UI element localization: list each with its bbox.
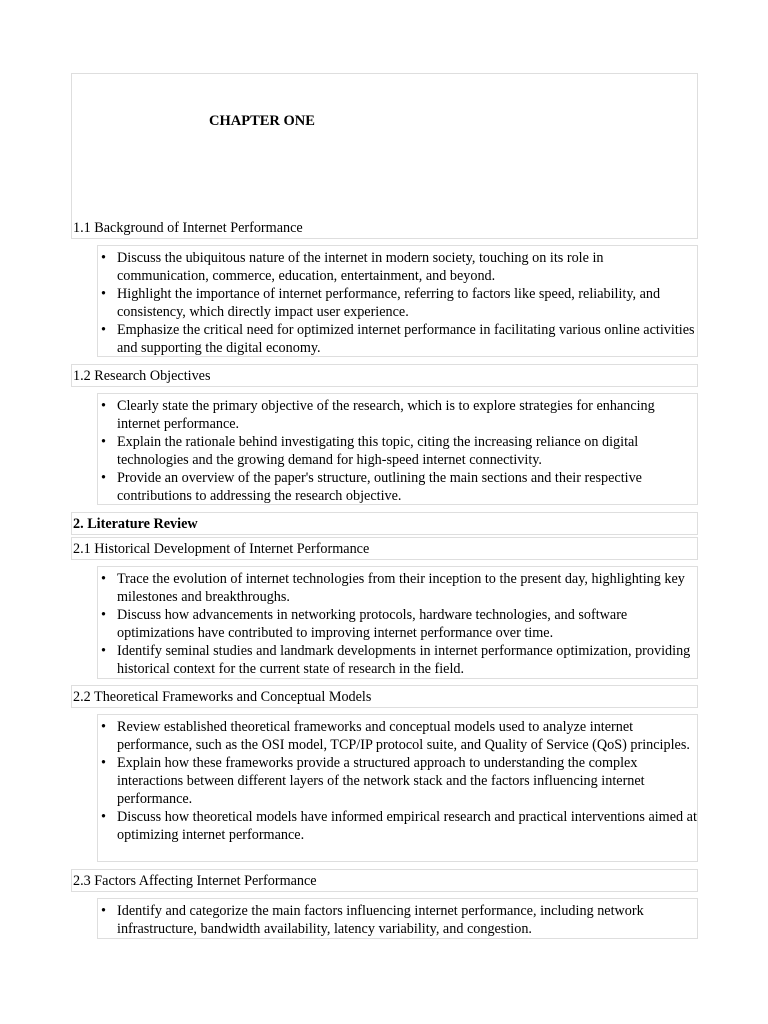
- list-item: • Explain the rationale behind investigating this topic, citing the increasing reliance on digital technologies and the growing demand for high-speed internet connectivity.: [98, 433, 697, 469]
- bullet-list-2-3: [97, 898, 698, 939]
- list-item: • Trace the evolution of internet technologies from their inception to the present day, highlighting key milestones and breakthroughs.: [98, 570, 697, 606]
- chapter-title: CHAPTER ONE: [209, 113, 315, 129]
- section-heading-1-1: 1.1 Background of Internet Performance: [73, 220, 303, 236]
- section-heading-2-3: [71, 869, 698, 892]
- section-heading-label: 1.2 Research Objectives: [73, 368, 211, 384]
- bullet-list-2-1: [97, 566, 698, 679]
- section-heading-label: 2. Literature Review: [73, 516, 198, 532]
- list-item: • Emphasize the critical need for optimized internet performance in facilitating various online activities and supporting the digital economy.: [98, 321, 697, 357]
- list-item: • Discuss the ubiquitous nature of the internet in modern society, touching on its role in communication, commerce, education, entertainment, and beyond.: [98, 249, 697, 285]
- list-item: • Review established theoretical frameworks and conceptual models used to analyze internet performance, such as the OSI model, TCP/IP protocol suite, and Quality of Service (QoS) principles.: [98, 718, 697, 754]
- list-item: • Discuss how theoretical models have informed empirical research and practical interventions aimed at optimizing internet performance.: [98, 808, 697, 844]
- bullet-list-2-2: [97, 714, 698, 862]
- list-item: • Clearly state the primary objective of the research, which is to explore strategies for enhancing internet performance.: [98, 397, 697, 433]
- list-item: • Identify and categorize the main factors influencing internet performance, including network infrastructure, bandwidth availability, latency variability, and congestion.: [98, 902, 697, 938]
- list-item: • Explain how these frameworks provide a structured approach to understanding the complex interactions between different layers of the network stack and the factors influencing internet performance.: [98, 754, 697, 808]
- section-heading-2-2: [71, 685, 698, 708]
- bullet-list-1-2: [97, 393, 698, 505]
- list-item: • Provide an overview of the paper's structure, outlining the main sections and their respective contributions to addressing the research objective.: [98, 469, 697, 505]
- list-item: • Discuss how advancements in networking protocols, hardware technologies, and software optimizations have contributed to improving internet performance over time.: [98, 606, 697, 642]
- section-heading-label: 2.2 Theoretical Frameworks and Conceptual Models: [73, 689, 372, 705]
- section-heading-2-1: [71, 537, 698, 560]
- section-heading-1-2: [71, 364, 698, 387]
- chapter-heading-literature-review: [71, 512, 698, 535]
- bullet-list-1-1: [97, 245, 698, 357]
- list-item: • Highlight the importance of internet performance, referring to factors like speed, reliability, and consistency, which directly impact user experience.: [98, 285, 697, 321]
- chapter-header-block: [71, 73, 698, 239]
- section-heading-label: 2.3 Factors Affecting Internet Performance: [73, 873, 317, 889]
- section-heading-label: 2.1 Historical Development of Internet Performance: [73, 541, 370, 557]
- list-item: • Identify seminal studies and landmark developments in internet performance optimization, providing historical context for the current state of research in the field.: [98, 642, 697, 678]
